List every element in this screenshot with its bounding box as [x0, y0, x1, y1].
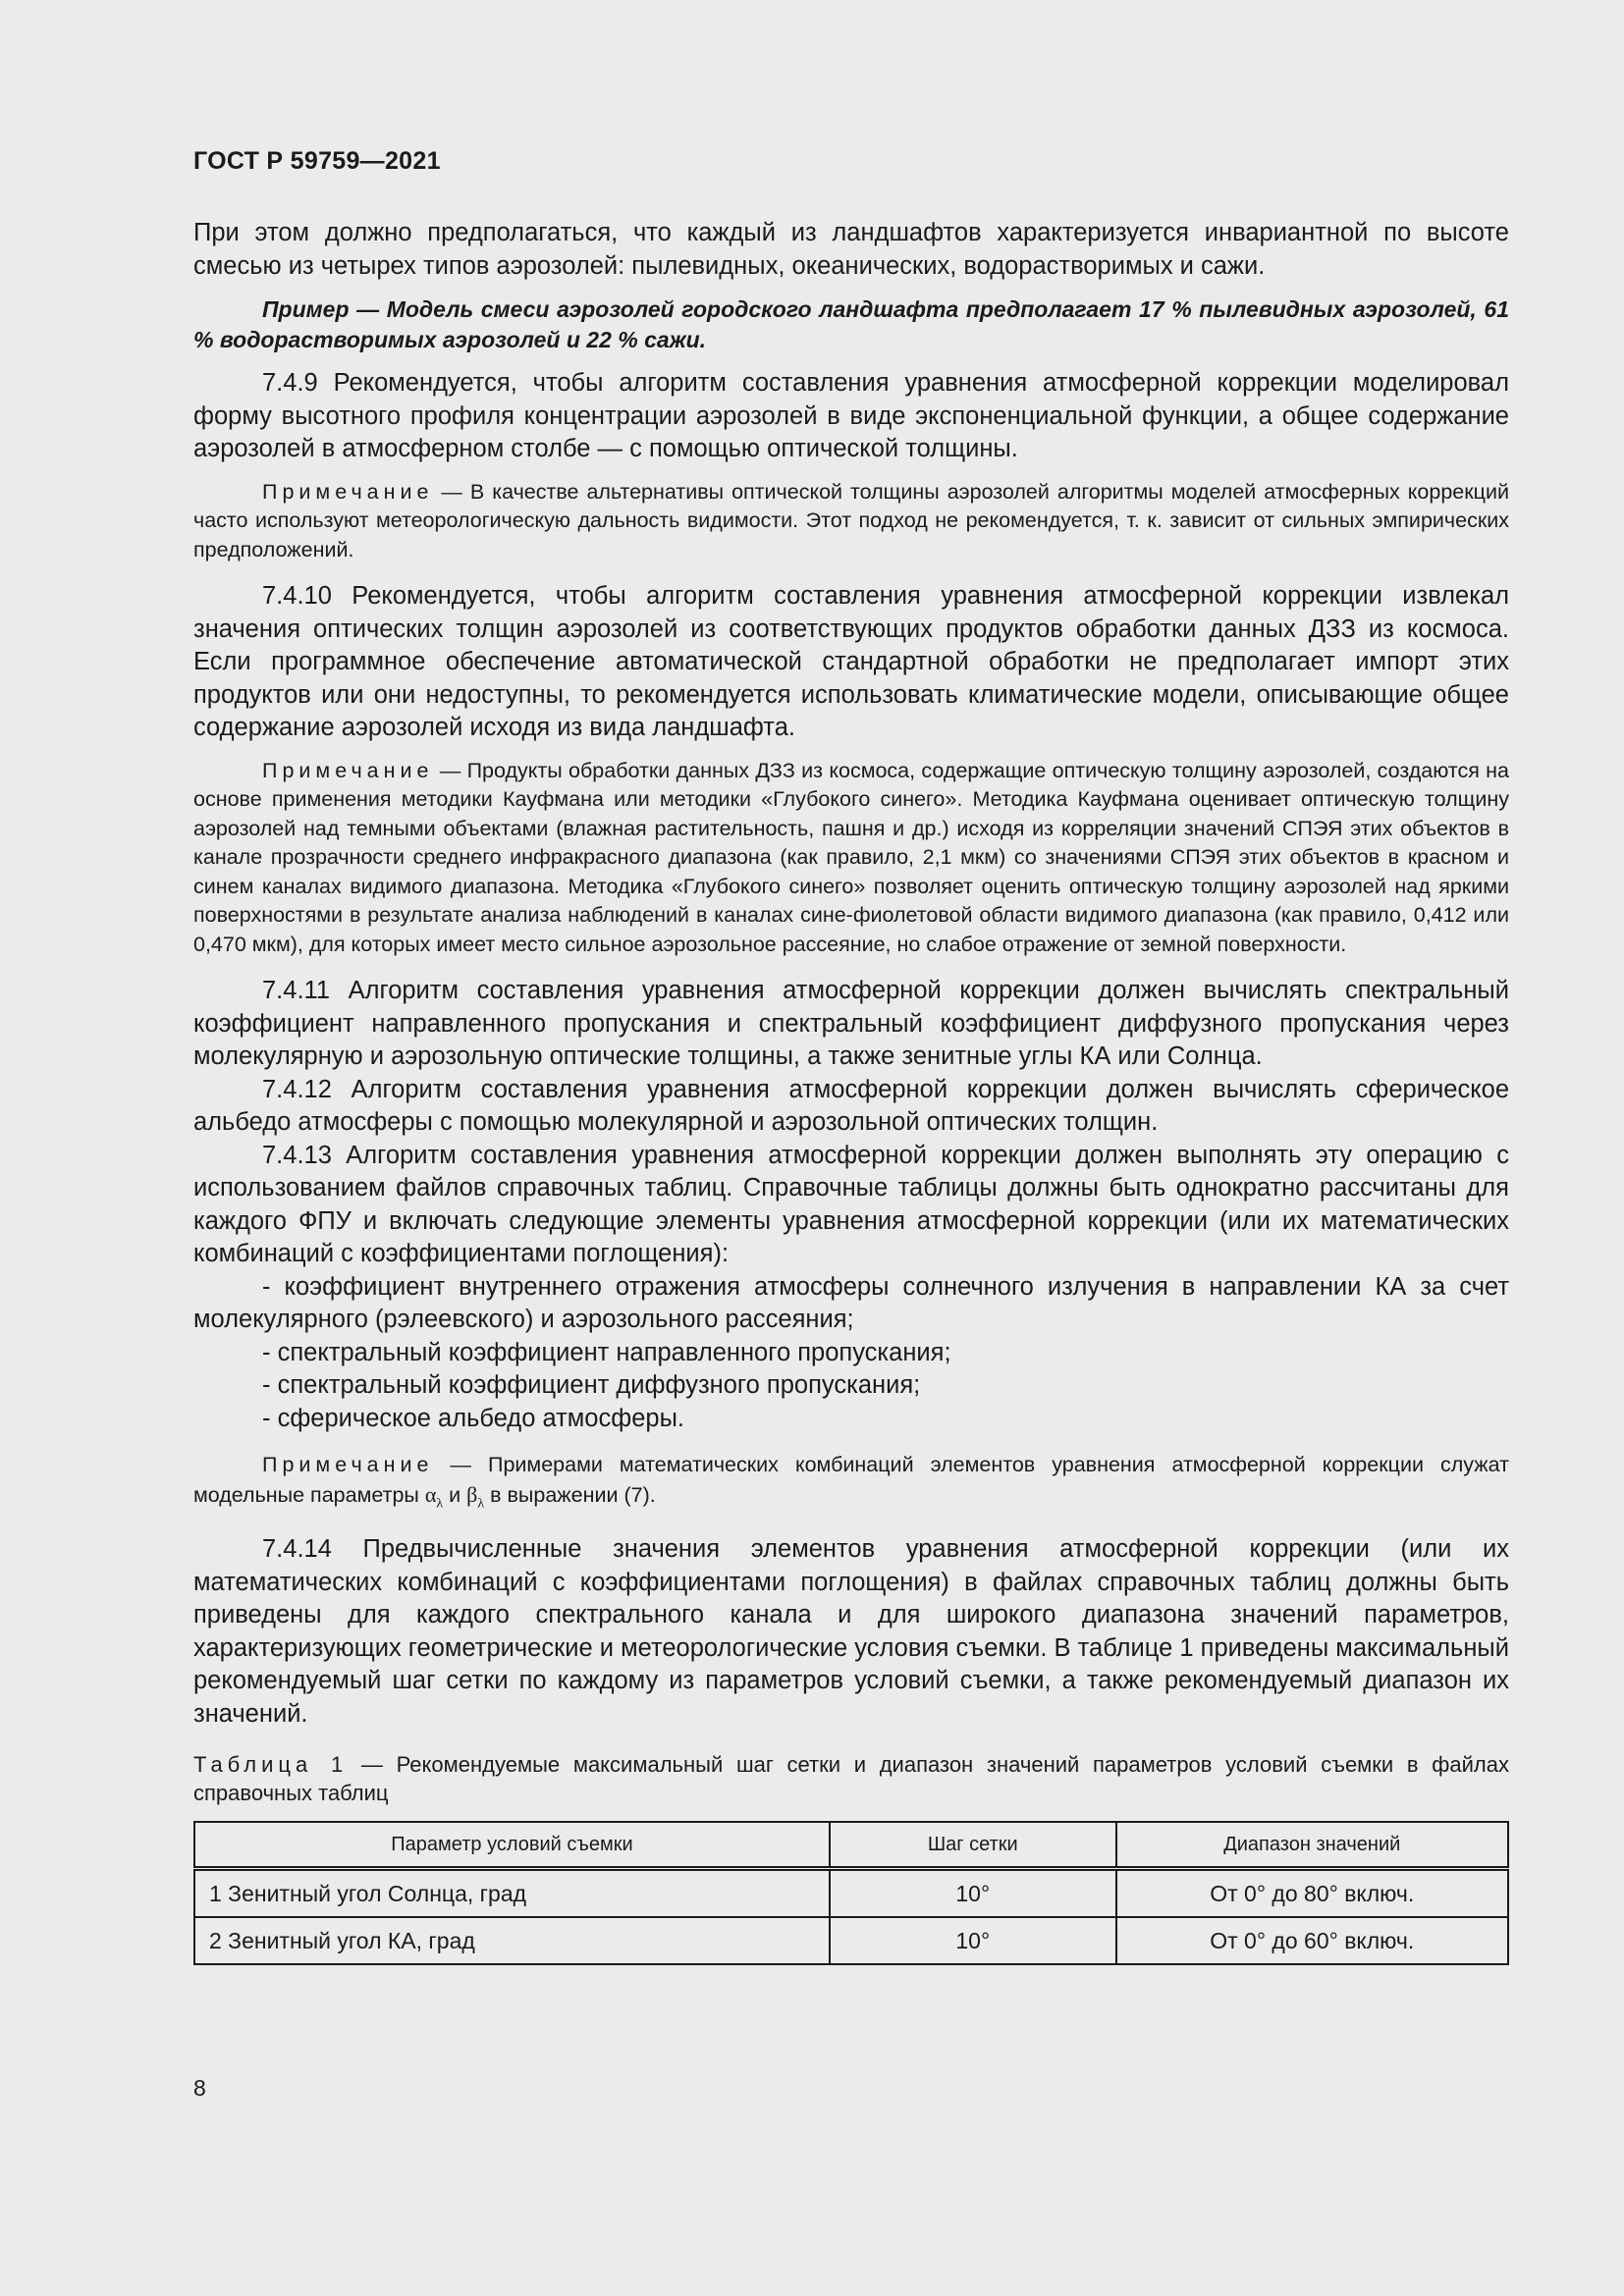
clause-7-4-12: 7.4.12 Алгоритм составления уравнения атмосферной коррекции должен вычислять сферическое альбедо атмосферы с помощью молекулярной и аэрозольной оптических толщин. [193, 1075, 1509, 1136]
page-number: 8 [193, 2075, 206, 2101]
table-cell: От 0° до 80° включ. [1116, 1869, 1508, 1918]
table-row [194, 1917, 1508, 1964]
table-caption [193, 1750, 1509, 1807]
list-item: - спектральный коэффициент диффузного пропускания; [262, 1371, 921, 1399]
table-cell: 1 Зенитный угол Солнца, град [194, 1869, 830, 1918]
table-row [194, 1869, 1508, 1918]
table-caption-label: Таблица 1 [193, 1752, 349, 1778]
page-content [193, 147, 1509, 1965]
list-item: - коэффициент внутреннего отражения атмосферы солнечного излучения в направлении КА за счет молекулярного (рэлеевского) и аэрозольного рассеяния; [193, 1272, 1509, 1333]
clause-7-4-9: 7.4.9 Рекомендуется, чтобы алгоритм составления уравнения атмосферной коррекции моделировал форму высотного профиля концентрации аэрозолей в виде экспоненциальной функции, а общее содержание аэрозолей в атмосферном столбе — с помощью оптической толщины. [193, 369, 1509, 462]
note-text-before: — Примерами математических комбинаций элементов уравнения атмосферной коррекции служат модельные параметры [193, 1453, 1509, 1507]
column-header: Параметр условий съемки [194, 1822, 830, 1869]
note-label: Примечание [262, 479, 434, 504]
note-and: и [443, 1482, 467, 1507]
clause-7-4-13: 7.4.13 Алгоритм составления уравнения атмосферной коррекции должен выполнять эту операцию с использованием файлов справочных таблиц. Справочные таблицы должны быть однократно рассчитаны для каждого ФПУ и включать следующие элементы уравнения атмосферной коррекции (или их математических комбинаций с коэффициентами поглощения): [193, 1141, 1509, 1267]
example-paragraph: Пример — Модель смеси аэрозолей городского ландшафта предполагает 17 % пылевидных аэрозолей, 61 % водорастворимых аэрозолей и 22 % сажи. [193, 296, 1509, 352]
note-1 [193, 478, 1509, 565]
document-code: ГОСТ Р 59759—2021 [193, 147, 441, 175]
alpha-lambda-symbol: $\alpha_\lambda$ [424, 1481, 444, 1511]
table-cell: 2 Зенитный угол КА, град [194, 1917, 830, 1964]
table-cell: 10° [830, 1917, 1116, 1964]
table-header-row [194, 1822, 1508, 1869]
note-3 [193, 1451, 1509, 1518]
note-label: Примечание [262, 1453, 434, 1476]
note-2 [193, 757, 1509, 960]
note-text-after: в выражении (7). [484, 1482, 656, 1507]
parameters-table [193, 1821, 1509, 1965]
table-cell: 10° [830, 1869, 1116, 1918]
column-header: Шаг сетки [830, 1822, 1116, 1869]
note-label: Примечание [262, 758, 434, 782]
beta-lambda-symbol: $\beta_\lambda$ [466, 1481, 485, 1511]
clause-7-4-10: 7.4.10 Рекомендуется, чтобы алгоритм составления уравнения атмосферной коррекции извлекал значения оптических толщин аэрозолей из соответствующих продуктов обработки данных ДЗЗ из космоса. Если программное обеспечение автоматической стандартной обработки не предполагает импорт этих продуктов или они недоступны, то рекомендуется использовать климатические модели, описывающие общее содержание аэрозолей исходя из вида ландшафта. [193, 582, 1509, 741]
clause-7-4-14: 7.4.14 Предвычисленные значения элементов уравнения атмосферной коррекции (или их математических комбинаций с коэффициентами поглощения) в файлах справочных таблиц должны быть приведены для каждого спектрального канала и для широкого диапазона значений параметров, характеризующих геометрические и метеорологические условия съемки. В таблице 1 приведены максимальный рекомендуемый шаг сетки по каждому из параметров условий съемки, а также рекомендуемый диапазон их значений. [193, 1535, 1509, 1728]
table-caption-text: — Рекомендуемые максимальный шаг сетки и диапазон значений параметров условий съемки в файлах справочных таблиц [193, 1752, 1509, 1806]
note-text: — В качестве альтернативы оптической толщины аэрозолей алгоритмы моделей атмосферных коррекций часто используют метеорологическую дальность видимости. Этот подход не рекомендуется, т. к. зависит от сильных эмпирических предположений. [193, 479, 1509, 561]
clause-7-4-11: 7.4.11 Алгоритм составления уравнения атмосферной коррекции должен вычислять спектральный коэффициент направленного пропускания и спектральный коэффициент диффузного пропускания через молекулярную и аэрозольную оптические толщины, а также зенитные углы КА или Солнца. [193, 977, 1509, 1070]
intro-paragraph: При этом должно предполагаться, что каждый из ландшафтов характеризуется инвариантной по высоте смесью из четырех типов аэрозолей: пылевидных, океанических, водорастворимых и сажи. [193, 219, 1509, 280]
table-cell: От 0° до 60° включ. [1116, 1917, 1508, 1964]
column-header: Диапазон значений [1116, 1822, 1508, 1869]
list-item: - спектральный коэффициент направленного пропускания; [262, 1338, 951, 1366]
note-text: — Продукты обработки данных ДЗЗ из космоса, содержащие оптическую толщину аэрозолей, создаются на основе применения методики Кауфмана или методики «Глубокого синего». Методика Кауфмана оценивает оптическую толщину аэрозолей над темными объектами (влажная растительность, пашня и др.) исходя из корреляции значений СПЭЯ этих объектов в канале прозрачности среднего инфракрасного диапазона (как правило, 2,1 мкм) со значениями СПЭЯ этих объектов в красном и синем каналах видимого диапазона. Методика «Глубокого синего» позволяет оценить оптическую толщину аэрозолей над яркими поверхностями в результате анализа наблюдений в каналах сине-фиолетовой области видимого диапазона (как правило, 0,412 или 0,470 мкм), для которых имеет место сильное аэрозольное рассеяние, но слабое отражение от земной поверхности. [193, 758, 1509, 956]
list-item: - сферическое альбедо атмосферы. [262, 1404, 684, 1432]
